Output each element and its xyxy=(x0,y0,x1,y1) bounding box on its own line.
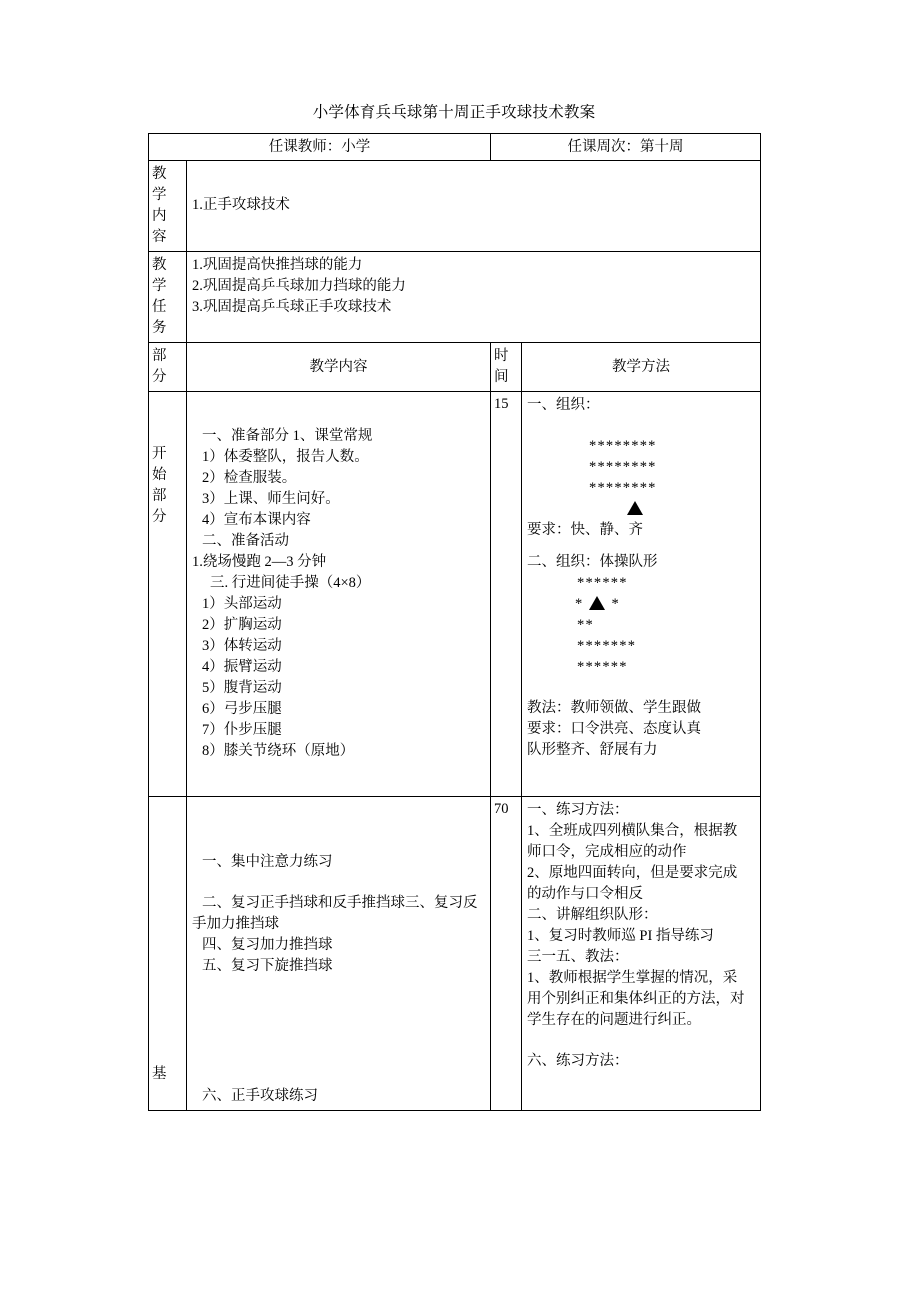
table-row-header-info xyxy=(149,134,761,161)
column-header-part xyxy=(149,343,187,392)
label-char: 教 xyxy=(152,257,167,273)
label-char: 始 xyxy=(152,467,167,483)
content-line: 6）弓步压腿 xyxy=(202,701,282,717)
content-line: 六、正手攻球练习 xyxy=(202,1088,318,1104)
teaching-task-item: 3.巩固提高乒乓球正手攻球技术 xyxy=(192,299,392,315)
label-char: 任 xyxy=(152,299,167,315)
method-line: 1、全班成四列横队集合，根据教 xyxy=(527,823,738,839)
content-line: 四、复习加力推挡球 xyxy=(202,937,333,953)
formation-row: ******** xyxy=(589,438,657,454)
triangle-icon xyxy=(627,501,643,515)
teaching-task-item: 1.巩固提高快推挡球的能力 xyxy=(192,257,363,273)
content-line: 手加力推挡球 xyxy=(192,916,279,932)
label-char: 部 xyxy=(152,488,167,504)
teaching-task-label xyxy=(149,252,187,343)
table-row-section-begin xyxy=(149,392,761,797)
section-basic-method xyxy=(522,797,761,1111)
label-char: 分 xyxy=(152,369,167,385)
method-line: 要求：快、静、齐 xyxy=(527,522,643,538)
method-line: 学生存在的问题进行纠正。 xyxy=(527,1012,701,1028)
content-line: 3）上课、师生问好。 xyxy=(202,491,340,507)
section-begin-time: 15 xyxy=(491,392,522,797)
section-basic-label xyxy=(149,797,187,1111)
teacher-cell: 任课教师：小学 xyxy=(149,134,491,161)
content-line: 8）膝关节绕环（原地） xyxy=(202,743,355,759)
formation-row: ****** xyxy=(577,659,628,675)
method-line: 的动作与口令相反 xyxy=(527,886,643,902)
content-line: 三. 行进间徒手操（4×8） xyxy=(210,575,371,591)
content-line: 一、准备部分 1、课堂常规 xyxy=(202,428,373,444)
formation-marker-row xyxy=(627,499,758,520)
method-line: 教法：教师领做、学生跟做 xyxy=(527,700,701,716)
label-char: 内 xyxy=(152,208,167,224)
label-char: 基 xyxy=(152,1066,167,1082)
formation-star: * xyxy=(611,596,620,612)
label-char: 开 xyxy=(152,446,167,462)
content-line: 4）振臂运动 xyxy=(202,659,282,675)
formation-row: ****** xyxy=(577,575,628,591)
label-char: 部 xyxy=(152,348,167,364)
formation-row: ******** xyxy=(589,480,657,496)
teaching-content-item: 1.正手攻球技术 xyxy=(192,197,290,213)
method-line: 二、讲解组织队形： xyxy=(527,907,658,923)
method-line: 六、练习方法： xyxy=(527,1053,629,1069)
method-line: 2、原地四面转向，但是要求完成 xyxy=(527,865,738,881)
triangle-icon xyxy=(589,596,605,610)
section-begin-method xyxy=(522,392,761,797)
label-char: 间 xyxy=(494,369,509,385)
content-line: 4）宣布本课内容 xyxy=(202,512,311,528)
content-line: 二、复习正手挡球和反手推挡球三、复习反 xyxy=(202,895,478,911)
table-row-section-basic xyxy=(149,797,761,1111)
formation-star: * xyxy=(575,596,584,612)
content-line: 二、准备活动 xyxy=(202,533,289,549)
section-begin-content xyxy=(187,392,491,797)
teaching-content-label xyxy=(149,161,187,252)
method-line: 一、组织： xyxy=(527,397,600,413)
teaching-content-cell xyxy=(187,161,761,252)
table-row-column-headers xyxy=(149,343,761,392)
week-cell: 任课周次：第十周 xyxy=(491,134,761,161)
table-row-teaching-content xyxy=(149,161,761,252)
label-char: 分 xyxy=(152,509,167,525)
teaching-task-item: 2.巩固提高乒乓球加力挡球的能力 xyxy=(192,278,406,294)
column-header-method: 教学方法 xyxy=(522,343,761,392)
method-line: 二、组织：体操队形 xyxy=(527,554,658,570)
content-line: 1.绕场慢跑 2—3 分钟 xyxy=(192,554,327,570)
section-basic-content xyxy=(187,797,491,1111)
content-line: 7）仆步压腿 xyxy=(202,722,282,738)
label-char: 容 xyxy=(152,229,167,245)
label-char: 学 xyxy=(152,278,167,294)
method-line: 队形整齐、舒展有力 xyxy=(527,742,658,758)
content-line: 1）头部运动 xyxy=(202,596,282,612)
label-char: 学 xyxy=(152,187,167,203)
formation-row: ** xyxy=(577,617,594,633)
column-header-time xyxy=(491,343,522,392)
method-line: 1、教师根据学生掌握的情况，采 xyxy=(527,970,738,986)
method-line: 要求：口令洪亮、态度认真 xyxy=(527,721,701,737)
method-line: 师口令，完成相应的动作 xyxy=(527,844,687,860)
content-line: 3）体转运动 xyxy=(202,638,282,654)
table-row-teaching-task xyxy=(149,252,761,343)
formation-row: ******** xyxy=(589,459,657,475)
label-char: 教 xyxy=(152,166,167,182)
label-char: 务 xyxy=(152,320,167,336)
page-title: 小学体育兵乓球第十周正手攻球技术教案 xyxy=(312,104,596,121)
content-line: 2）扩胸运动 xyxy=(202,617,282,633)
column-header-content: 教学内容 xyxy=(187,343,491,392)
section-begin-label xyxy=(149,392,187,797)
teaching-task-cell xyxy=(187,252,761,343)
content-line: 2）检查服装。 xyxy=(202,470,297,486)
formation-row: ******* xyxy=(577,638,637,654)
method-line: 一、练习方法： xyxy=(527,802,629,818)
content-line: 5）腹背运动 xyxy=(202,680,282,696)
method-line: 用个别纠正和集体纠正的方法，对 xyxy=(527,991,745,1007)
formation-marker-row xyxy=(575,594,758,615)
lesson-plan-table xyxy=(148,133,761,1111)
content-line: 一、集中注意力练习 xyxy=(202,854,333,870)
content-line: 五、复习下旋推挡球 xyxy=(202,958,333,974)
method-line: 1、复习时教师巡 PI 指导练习 xyxy=(527,928,714,944)
label-char: 时 xyxy=(494,348,509,364)
content-line: 1）体委整队，报告人数。 xyxy=(202,449,369,465)
section-basic-time: 70 xyxy=(491,797,522,1111)
method-line: 三一五、教法： xyxy=(527,949,629,965)
